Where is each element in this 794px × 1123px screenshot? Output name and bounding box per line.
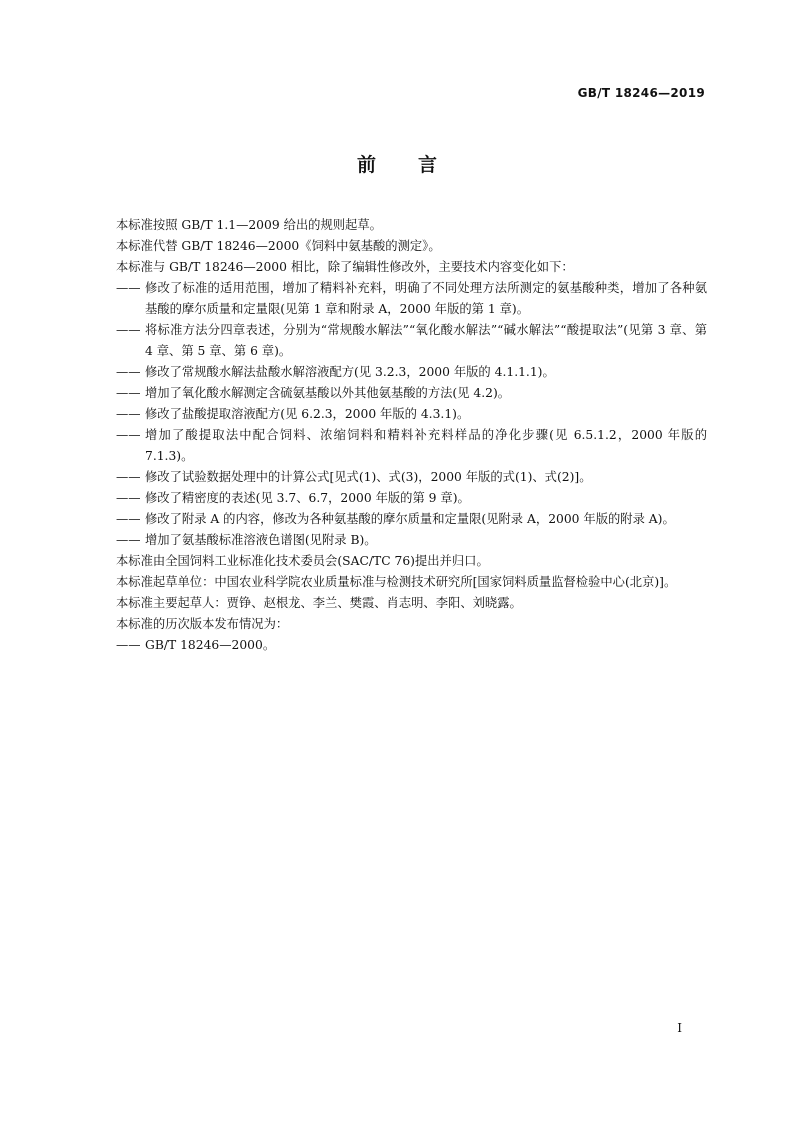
dash-marker: ——	[116, 491, 141, 505]
change-list-item	[89, 383, 707, 404]
paragraph	[89, 215, 707, 236]
standard-code: GB/T 18246—2019	[577, 86, 705, 100]
dash-marker: ——	[116, 428, 141, 442]
change-list-item	[89, 488, 707, 509]
paragraph	[89, 236, 707, 257]
paragraph-text: 本标准由全国饲料工业标准化技术委员会(SAC/TC 76)提出并归口。	[116, 554, 489, 568]
page-number: I	[677, 1021, 682, 1035]
dash-marker: ——	[116, 638, 141, 652]
paragraph-text: 修改了附录 A 的内容，修改为各种氨基酸的摩尔质量和定量限(见附录 A，2000 年版的附录 A)。	[145, 512, 675, 526]
dash-marker: ——	[116, 533, 141, 547]
paragraph-text: 本标准主要起草人：贾铮、赵根龙、李兰、樊霞、肖志明、李阳、刘晓露。	[116, 596, 522, 610]
change-list-item	[89, 320, 707, 362]
paragraph-text: 本标准起草单位：中国农业科学院农业质量标准与检测技术研究所[国家饲料质量监督检验中心(北京)]。	[116, 575, 677, 589]
paragraph-text: 本标准按照 GB/T 1.1—2009 给出的规则起草。	[116, 218, 382, 232]
page-title: 前言	[356, 154, 479, 176]
paragraph-text: 本标准与 GB/T 18246—2000 相比，除了编辑性修改外，主要技术内容变化如下：	[116, 260, 574, 274]
change-list-item	[89, 404, 707, 425]
change-list-item	[89, 467, 707, 488]
change-list-item	[89, 530, 707, 551]
dash-marker: ——	[116, 323, 141, 337]
paragraph-text: 增加了酸提取法中配合饲料、浓缩饲料和精料补充料样品的净化步骤(见 6.5.1.2，2000 年版的 7.1.3)。	[145, 428, 707, 463]
paragraph-text: 修改了试验数据处理中的计算公式[见式(1)、式(3)，2000 年版的式(1)、式(2)]。	[145, 470, 592, 484]
foreword-body	[89, 215, 707, 656]
change-list-item	[89, 425, 707, 467]
change-list-item	[89, 362, 707, 383]
paragraph-text: 将标准方法分四章表述，分别为“常规酸水解法”“氧化酸水解法”“碱水解法”“酸提取法”(见第 3 章、第 4 章、第 5 章、第 6 章)。	[145, 323, 707, 358]
paragraph-text: 修改了常规酸水解法盐酸水解溶液配方(见 3.2.3，2000 年版的 4.1.1.1)。	[145, 365, 555, 379]
paragraph	[89, 572, 707, 593]
dash-marker: ——	[116, 407, 141, 421]
paragraph-text: 修改了盐酸提取溶液配方(见 6.2.3，2000 年版的 4.3.1)。	[145, 407, 470, 421]
paragraph-text: 本标准代替 GB/T 18246—2000《饲料中氨基酸的测定》。	[116, 239, 441, 253]
dash-marker: ——	[116, 281, 141, 295]
change-list-item	[89, 278, 707, 320]
dash-marker: ——	[116, 365, 141, 379]
change-list-item	[89, 509, 707, 530]
change-list-item	[89, 635, 707, 656]
paragraph	[89, 593, 707, 614]
dash-marker: ——	[116, 470, 141, 484]
paragraph	[89, 551, 707, 572]
paragraph-text: GB/T 18246—2000。	[145, 638, 276, 652]
paragraph-text: 修改了精密度的表述(见 3.7、6.7，2000 年版的第 9 章)。	[145, 491, 470, 505]
paragraph-text: 增加了氨基酸标准溶液色谱图(见附录 B)。	[145, 533, 377, 547]
dash-marker: ——	[116, 386, 141, 400]
paragraph-text: 本标准的历次版本发布情况为：	[116, 617, 289, 631]
paragraph-text: 修改了标准的适用范围，增加了精料补充料，明确了不同处理方法所测定的氨基酸种类，增加了各种氨基酸的摩尔质量和定量限(见第 1 章和附录 A，2000 年版的第 1 章)。	[145, 281, 707, 316]
dash-marker: ——	[116, 512, 141, 526]
paragraph	[89, 257, 707, 278]
paragraph-text: 增加了氧化酸水解测定含硫氨基酸以外其他氨基酸的方法(见 4.2)。	[145, 386, 511, 400]
paragraph	[89, 614, 707, 635]
